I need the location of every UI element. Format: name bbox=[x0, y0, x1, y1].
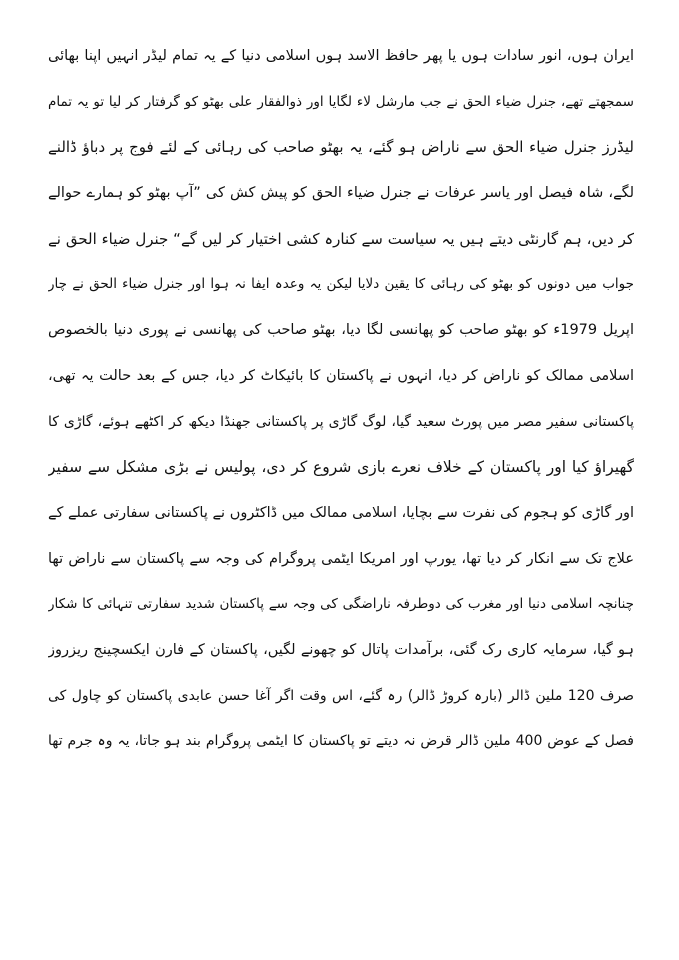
text-line: اسلامی ممالک کو ناراض کر دیا، انہوں نے پاکستان کا بائیکاٹ کر دیا، جس کے بعد حالت یہ تھی، bbox=[48, 367, 634, 384]
text-line: جواب میں دونوں کو بھٹو کی رہائی کا یقین دلایا لیکن یہ وعدہ ایفا نہ ہوا اور جنرل ضیاء الحق نے چار bbox=[48, 276, 634, 293]
text-line: علاج تک سے انکار کر دیا تھا، یورپ اور امریکا ایٹمی پروگرام کی وجہ سے پاکستان سے ناراض تھا bbox=[48, 550, 634, 567]
text-line: کر دیں، ہم گارنٹی دیتے ہیں یہ سیاست سے کنارہ کشی اختیار کر لیں گے“ جنرل ضیاء الحق نے bbox=[48, 229, 634, 248]
text-line: صرف 120 ملین ڈالر (بارہ کروڑ ڈالر) رہ گئے، اس وقت اگر آغا حسن عابدی پاکستان کو چاول کی bbox=[48, 687, 634, 704]
text-line: فصل کے عوض 400 ملین ڈالر قرض نہ دیتے تو پاکستان کا ایٹمی پروگرام بند ہو جاتا، یہ وہ جرم تھا bbox=[48, 733, 634, 750]
text-line: لیڈرز جنرل ضیاء الحق سے ناراض ہو گئے، یہ بھٹو صاحب کی رہائی کے لئے فوج پر دباؤ ڈالنے bbox=[48, 138, 634, 157]
text-line: چنانچہ اسلامی دنیا اور مغرب کی دوطرفہ ناراضگی کی وجہ سے پاکستان شدید سفارتی تنہائی کا شکار bbox=[48, 596, 634, 613]
text-line: ایران ہوں، انور سادات ہوں یا پھر حافظ الاسد ہوں اسلامی دنیا کے یہ تمام لیڈر انہیں اپنا بھائی bbox=[48, 48, 634, 64]
text-line: سمجھتے تھے، جنرل ضیاء الحق نے جب مارشل لاء لگایا اور ذوالفقار علی بھٹو کو گرفتار کر لیا تو یہ تمام bbox=[48, 93, 634, 110]
text-line: پاکستانی سفیر مصر میں پورٹ سعید گیا، لوگ گاڑی پر پاکستانی جھنڈا دیکھ کر اکٹھے ہوئے، گاڑی کا bbox=[48, 413, 634, 430]
urdu-text-block bbox=[48, 34, 634, 765]
text-line: اپریل 1979ء کو بھٹو صاحب کو پھانسی لگا دیا، بھٹو صاحب کی پھانسی نے پوری دنیا بالخصوص bbox=[48, 322, 634, 339]
text-line: گھیراؤ کیا اور پاکستان کے خلاف نعرے بازی شروع کر دی، پولیس نے بڑی مشکل سے سفیر bbox=[48, 458, 634, 477]
text-line: ہو گیا، سرمایہ کاری رک گئی، برآمدات پاتال کو چھونے لگیں، پاکستان کے فارن ایکسچینج ریزروز bbox=[48, 641, 634, 658]
text-line: اور گاڑی کو ہجوم کی نفرت سے بچایا، اسلامی ممالک میں ڈاکٹروں نے پاکستانی سفارتی عملے کے bbox=[48, 504, 634, 521]
text-line: لگے، شاہ فیصل اور یاسر عرفات نے جنرل ضیاء الحق کو پیش کش کی ”آپ بھٹو کو ہمارے حوالے bbox=[48, 185, 634, 202]
